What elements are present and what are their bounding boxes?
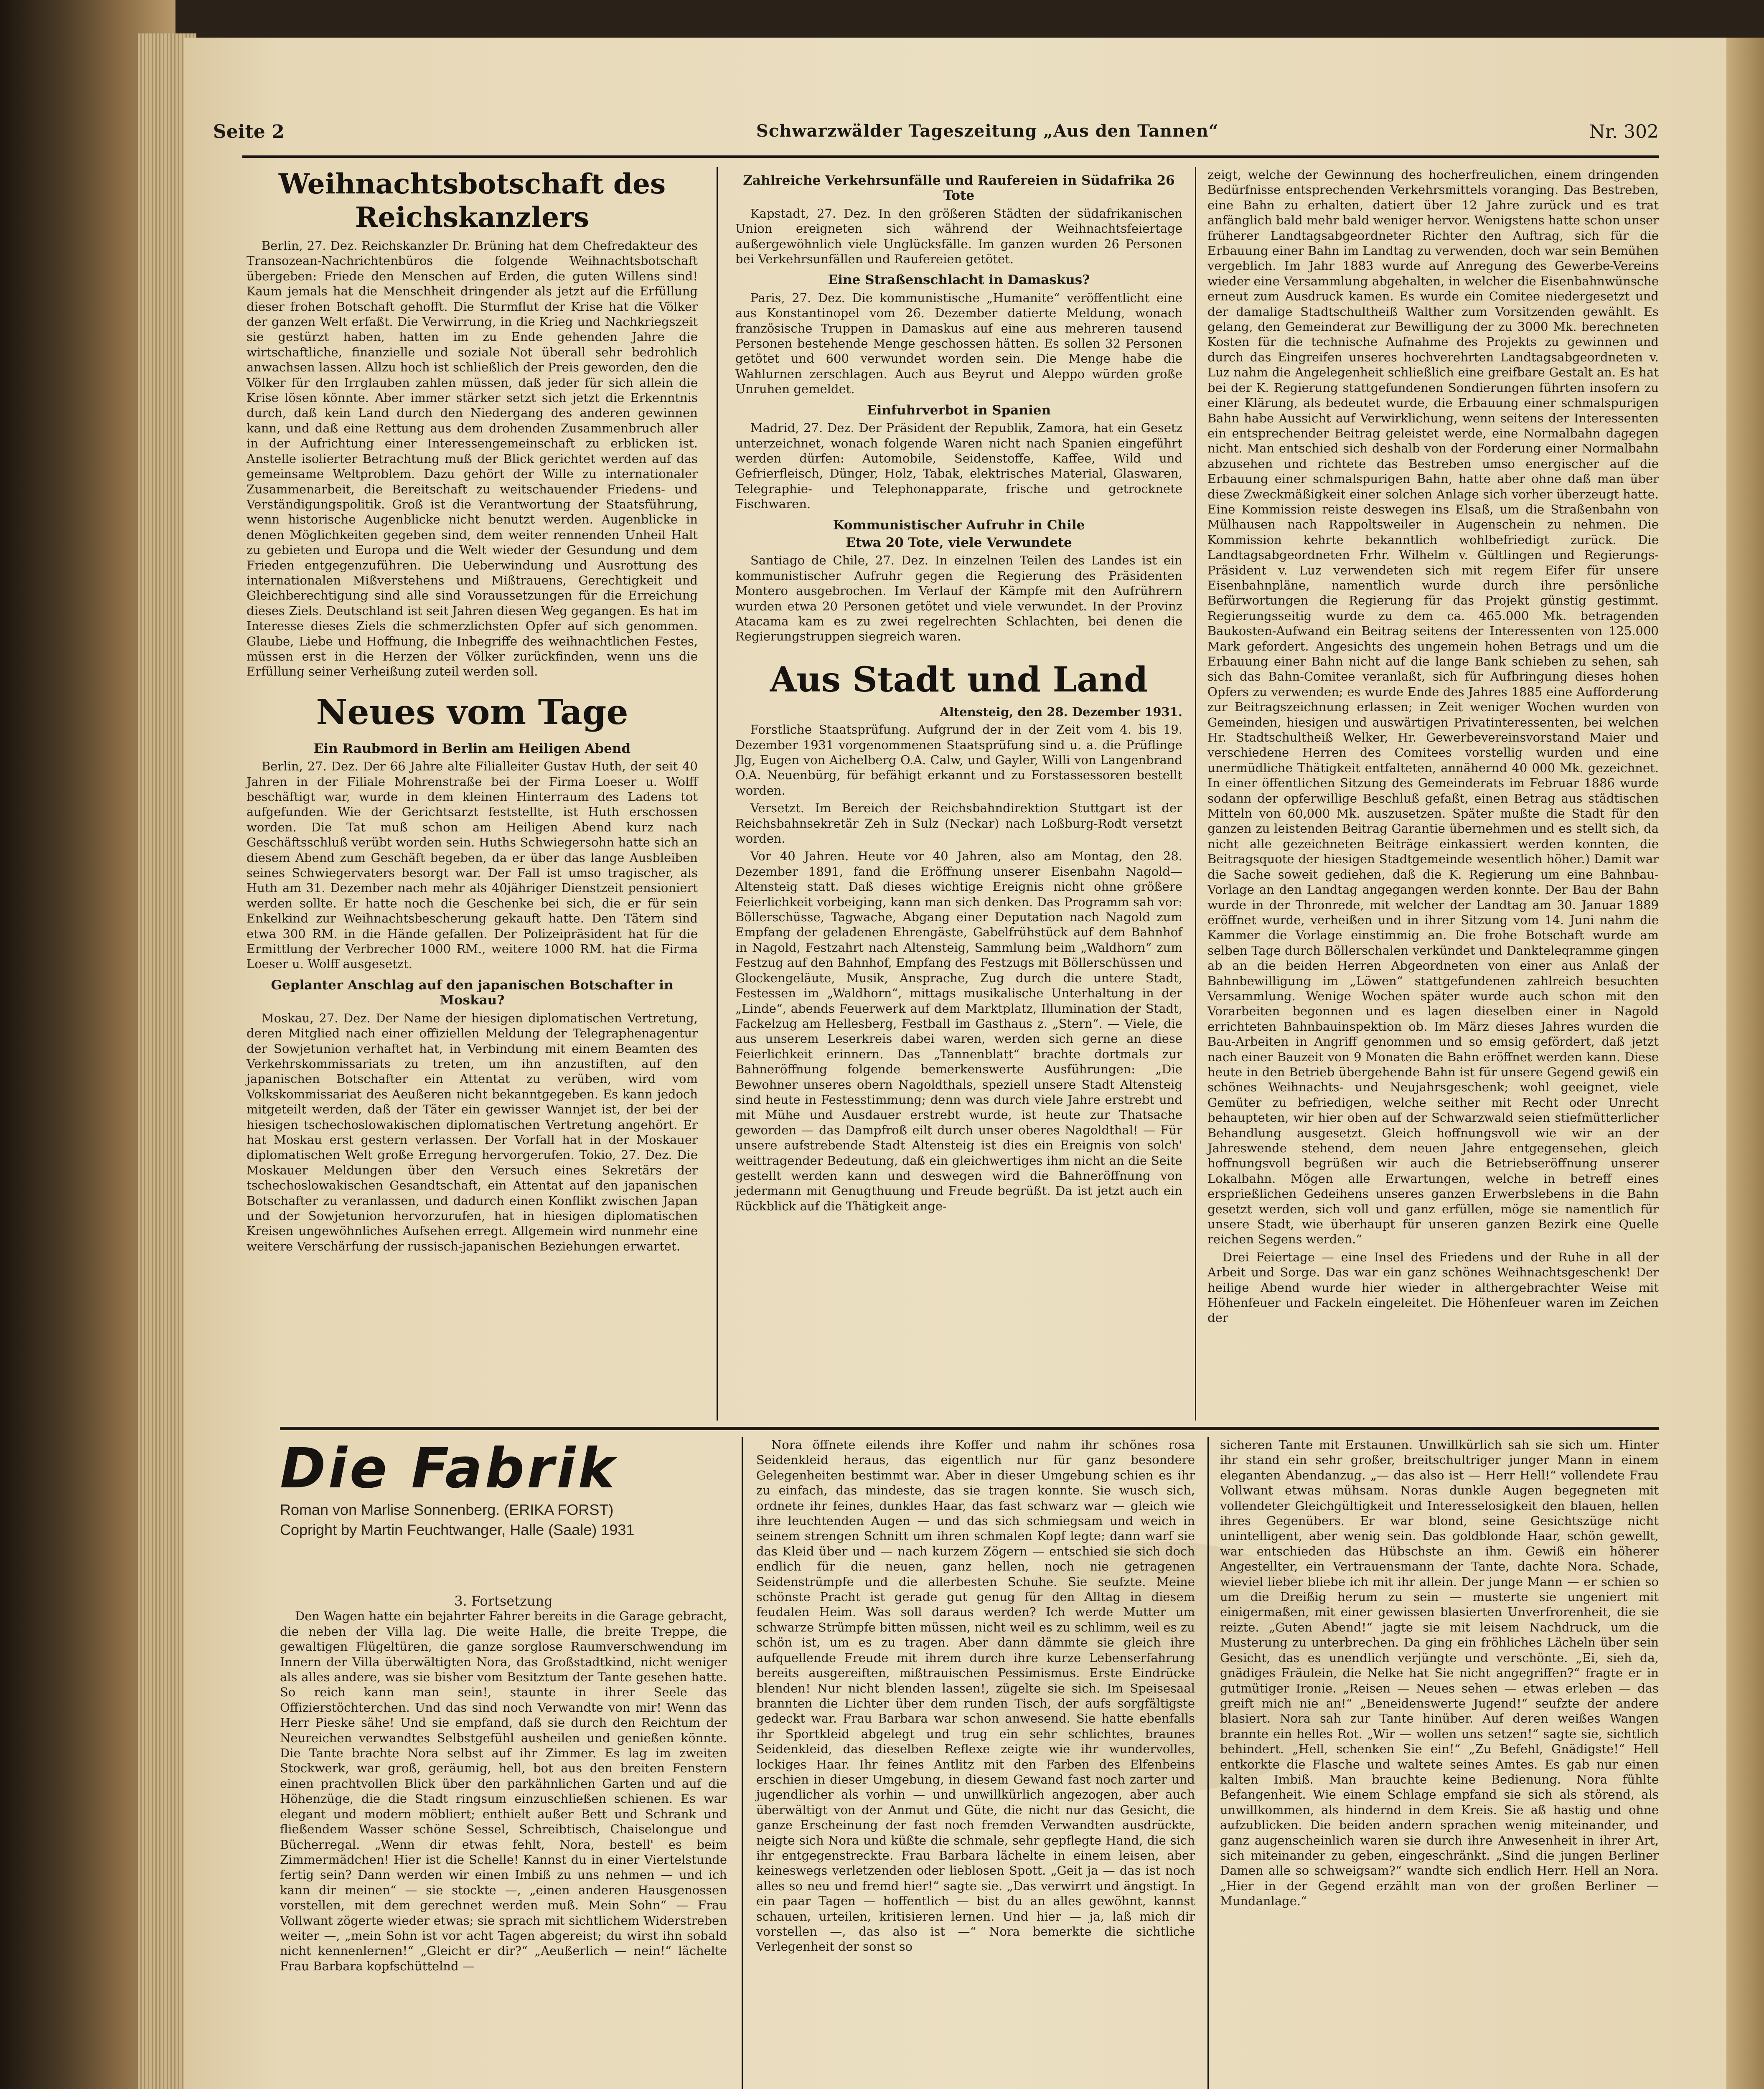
serial-column-2 [756,1437,1195,2089]
serial-installment: 3. Fortsetzung [454,1593,553,1609]
article-chancellor-body: Berlin, 27. Dez. Reichskanzler Dr. Brüning hat dem Chefredakteur des Transozean-Nachrichtenbüros die folgende Weihnachtsbotschaft übergeben: Friede den Menschen auf Erden, die guten Willens sind! Kaum jemals hat die Menschheit dringender als jetzt auf die Erfüllung dieser frohen Botschaft gehofft. Die Sturmflut der Krise hat die Völker der ganzen Welt erfaßt. Die Verwirrung, in die Krieg und Nachkriegszeit sie gestürzt haben, hatten im zu Ende gehenden Jahre die wirtschaftliche, finanzielle und soziale Not überall sehr bedrohlich anwachsen lassen. Allzu hoch ist schließlich der Preis geworden, den die Völker für den Irrglauben zahlen müssen, daß jeder für sich allein die Krise lösen könnte. Aber immer stärker setzt sich jetzt die Erkenntnis durch, daß kein Land durch den Niedergang des anderen gewinnen kann, und daß eine Rettung aus dem drohenden Zusammenbruch aller in der Aufrichtung einer Interessengemeinschaft zu erblicken ist. Anstelle isolierter Betrachtung muß der Blick gerichtet werden auf das gemeinsame Weltproblem. Dazu gehört der Wille zu internationaler Zusammenarbeit, die Bereitschaft zu weitschauender Friedens- und Verständigungspolitik. Groß ist die Verantwortung der Staatsführung, wenn historische Augenblicke nicht benutzt werden. Augenblicke in denen Möglichkeiten gegeben sind, dem weiter rennenden Unheil Halt zu gebieten und Europa und die Welt wieder der Gesundung und dem Frieden entgegenzuführen. Die Ueberwindung und Ausrottung des internationalen Mißverstehens und Mißtrauens, Gerechtigkeit und Gleichberechtigung sind alle sind Voraussetzungen für die Erreichung dieses Ziels. Deutschland ist seit Jahren diesen Weg gegangen. Es hat im Interesse dieses Ziels die schmerzlichsten Opfer auf sich genommen. Glaube, Liebe und Hoffnung, die Inbegriffe des weihnachtlichen Festes, müssen erst in die Herzen der Völker zurückfinden, wenn uns die Erfüllung seiner Verheißung zuteil werden soll. [247,239,698,679]
page-header [213,121,1659,146]
subhead-moskau: Geplanter Anschlag auf den japanischen Botschafter in Moskau? [271,977,674,1008]
subhead-spanien: Einfuhrverbot in Spanien [867,402,1051,418]
article-bahn-continued: zeigt, welche der Gewinnung des hocherfreulichen, einem dringenden Bedürfnisse entsprechenden Verkehrsmittels voranging. Das Bestreben, eine Bahn zu erhalten, datiert über 12 Jahre zurück und es trat anfänglich bald mehr bald weniger hervor. Wenigstens hatte schon unser früherer Landtagsabgeordneter Richter den Auftrag, sich für die Erbauung einer Bahn im Landtag zu verwenden, doch war sein Bemühen vergeblich. Im Jahr 1883 wurde auf Anregung des Gewerbe-Vereins wieder eine Versammlung abgehalten, in welcher die Eisenbahnwünsche erneut zum Ausdruck kamen. Es wurde ein Comitee niedergesetzt und der damalige Stadtschultheiß Walther zum Vorsitzenden gewählt. Es gelang, den Gemeinderat zur Bewilligung der zu 3000 Mk. berechneten Kosten für die technische Aufnahme des Projekts zu gewinnen und durch das Eingreifen unseres hochverehrten Landtagsabgeordneten v. Luz nahm die Angelegenheit schließlich eine greifbare Gestalt an. Es hat bei der K. Regierung stattgefundenen Sondierungen führten insofern zu einer Klärung, als bedeutet wurde, die Erbauung einer schmalspurigen Bahn habe Aussicht auf Verwirklichung, wenn seitens der Interessenten ein entsprechender Beitrag geleistet werde, eine Normalbahn dagegen nicht. Man entschied sich deshalb von der Forderung einer Normalbahn abzusehen und richtete das Bestreben umso energischer auf die Erbauung einer schmalspurigen Bahn, hatte aber ohne daß man über diese Zweckmäßigkeit einer solchen Anlage sich vorher überzeugt hatte. Eine Kommission reiste deswegen ins Elsaß, um die Straßenbahn von Mülhausen nach Rappoltsweiler in Augenschein zu nehmen. Die Kommission kehrte bekanntlich wohlbefriedigt zurück. Die Landtagsabgeordneten Frhr. Wilhelm v. Gültlingen und Regierungs-Präsident v. Luz verwendeten sich mit regem Eifer für unsere Eisenbahnpläne, namentlich wurde durch ihre persönliche Befürwortungen die Regierung für das Projekt günstig gestimmt. Regierungsseitig wurde zu dem ca. 465.000 Mk. betragenden Baukosten-Aufwand ein Beitrag seitens der Interessenten von 125.000 Mark gefordert. Angesichts des ungemein hohen Betrags und um die Erbauung einer Bahn nicht auf die lange Bank schieben zu sehen, sah sich das Bahn-Comitee veranlaßt, sich für Aufbringung dieses hohen Opfers zu verwenden; es wurde Ende des Jahres 1885 eine Aufforderung zur Beitragszeichnung erlassen; in Zeit weniger Wochen wurden von Gemeinden, hiesigen und auswärtigen Privatinteressenten, bei welchen Hr. Stadtschultheiß Welker, Hr. Gewerbevereinsvorstand Maier und verschiedene Herren des Comitees vorstellig wurden und eine unermüdliche Thätigkeit entfalteten, annähernd 40 000 Mk. gezeichnet. In einer öffentlichen Sitzung des Gemeinderats im Februar 1886 wurde sodann der opferwillige Beschluß gefaßt, einen Betrag aus städtischen Mitteln von 60,000 Mk. auszusetzen. Später mußte die Stadt für den ganzen zu leistenden Beitrag Garantie übernehmen und es stellt sich, da nicht alle gezeichneten Beiträge einkassiert werden konnten, die Beitragsquote der hiesigen Stadtgemeinde wesentlich höher.) Damit war die Sache soweit gediehen, daß die K. Regierung um eine Bahnbau-Vorlage an den Landtag angegangen werden konnte. Der Bau der Bahn wurde in der Thronrede, mit welcher der Landtag am 30. Januar 1889 eröffnet wurde, verheißen und in ihrer Sitzung vom 14. Juni nahm die Kammer die Vorlage einstimmig an. Die frohe Botschaft wurde am selben Tage durch Böllerschalen verkündet und Dankteleqramme gingen ab an die beiden Herren Abgeordneten von einer aus Anlaß der Bahnbewilligung im „Löwen“ stattgefundenen zahlreich besuchten Versammlung. Wenige Wochen später wurde auch schon mit den Vorarbeiten begonnen und es lagen dieselben einer in Nagold errichteten Bahnbauinspektion ob. Im März dieses Jahres wurden die Bau-Arbeiten in Angriff genommen und so emsig gefördert, daß jetzt nach einer Bauzeit von 9 Monaten die Bahn eröffnet werden kann. Diese heute in den Betrieb übergehende Bahn ist für unsere Gegend gewiß ein schönes Weihnachts- und Neujahrsgeschenk; wohl geeignet, viele Gemüter zu befriedigen, welche seither mit Recht oder Unrecht behaupteten, wir hier oben auf der Schwarzwald seien stiefmütterlicher Behandlung ausgesetzt. Gleich hoffnungsvoll wie wir an der Jahreswende stehend, dem neuen Jahre entgegensehen, gleich hoffnungsvoll begrüßen wir auch die Betriebseröffnung unserer Lokalbahn. Mögen alle Erwartungen, welche in betreff eines ersprießlichen Gedeihens unseres ganzen Erwerbslebens in die Bahn gesetzt werden, sich voll und ganz erfüllen, möge sie namentlich für unsere Stadt, wie überhaupt für unseren ganzen Bezirk eine Quelle reichen Segens werden.“ [1207,168,1659,1247]
serial-column-1 [280,1588,727,2089]
section-title-neues: Neues vom Tage [316,692,628,732]
column-3-upper [1207,167,1659,1421]
article-raubmord-body: Berlin, 27. Dez. Der 66 Jahre alte Filialleiter Gustav Huth, der seit 40 Jahren in der Filiale Mohrenstraße bei der Firma Loeser u. Wolff beschäftigt war, wurde in dem kleinen Hinterraum des Ladens tot aufgefunden. Wie der Gerichtsarzt feststellte, ist Huth erschossen worden. Die Tat muß schon am Heiligen Abend kurz nach Geschäftsschluß verübt worden sein. Huths Schwiegersohn hatte sich an diesem Abend zum Geschäft begeben, da er über das lange Ausbleiben seines Schwiegervaters besorgt war. Der Fall ist umso tragischer, als Huth am 31. Dezember nach mehr als 40jähriger Dienstzeit pensioniert werden sollte. Er hatte noch die Geschenke bei sich, die er für sein Enkelkind zur Weihnachtsbescherung gekauft hatte. Den Tätern sind etwa 300 RM. in die Hände gefallen. Der Polizeipräsident hat für die Ermittlung der Verbrecher 1000 RM., weitere 1000 RM. hat die Firma Loeser u. Wolff ausgesetzt. [247,759,698,971]
serial-divider [280,1427,1659,1430]
subhead-chile-2: Etwa 20 Tote, viele Verwundete [846,535,1072,550]
subhead-suedafrika: Zahlreiche Verkehrsunfälle und Raufereien in Südafrika 26 Tote [743,173,1175,203]
subhead-damaskus: Eine Straßenschlacht in Damaskus? [828,272,1090,288]
header-rule [242,155,1659,158]
column-rule-1 [717,167,718,1421]
article-staatspruefung: Forstliche Staatsprüfung. Aufgrund der in der Zeit vom 4. bis 19. Dezember 1931 vorgenommenen Staatsprüfung sind u. a. die Prüflinge Jlg, Eugen von Aichelberg O.A. Calw, und Gayler, Willi von Langenbrand O.A. Neuenbürg, für befähigt erkannt und zu Forstassessoren bestellt worden. [735,722,1182,798]
serial-heading [280,1437,727,1583]
serial-col1-text: Den Wagen hatte ein bejahrter Fahrer bereits in die Garage gebracht, die neben der Villa lag. Die weite Halle, die breite Treppe, die gewaltigen Flügeltüren, die ganze sorglose Raumverschwendung im Innern der Villa überwältigten Nora, das Großstadtkind, nicht weniger als alles andere, was sie bisher vom Besitztum der Tante gesehen hatte. So reich kann man sein!, staunte in ihrer Seele das Offizierstöchterchen. Und das sind noch Verwandte von mir! Wenn das Herr Pieske sähe! Und sie empfand, daß sie durch den Reichtum der Neureichen verwandtes Selbstgefühl ausheilen und genießen könnte. Die Tante brachte Nora selbst auf ihr Zimmer. Es lag im zweiten Stockwerk, war groß, geräumig, hell, bot aus den breiten Fenstern einen prachtvollen Blick über den parkähnlichen Garten und auf die Höhenzüge, die die Stadt ringsum einzuschließen schienen. Es war elegant und modern möbliert; enthielt außer Bett und Schrank und fließendem Wasser schöne Sessel, Schreibtisch, Chaiselongue und Bücherregal. „Wenn dir etwas fehlt, Nora, bestell' es beim Zimmermädchen! Hier ist die Schelle! Kannst du in einer Viertelstunde fertig sein? Dann werden wir einen Imbiß zu uns nehmen — und ich kann dir meinen“ — sie stockte —, „einen anderen Hausgenossen vorstellen, mit dem gerechnet werden muß. Mein Sohn“ — Frau Vollwant zögerte wieder etwas; sie sprach mit sichtlichem Widerstreben weiter —, „mein Sohn ist vor acht Tagen abgereist; du wirst ihn sobald nicht kennenlernen!“ „Gleicht er dir?“ „Aeußerlich — nein!“ lächelte Frau Barbara kopfschüttelnd — [280,1609,727,1973]
serial-author: Roman von Marlise Sonnenberg. (ERIKA FORST) [280,1501,614,1518]
article-spanien-body: Madrid, 27. Dez. Der Präsident der Republik, Zamora, hat ein Gesetz unterzeichnet, wonach folgende Waren nicht nach Spanien eingeführt werden dürfen: Automobile, Seidenstoffe, Kaffee, Wild und Gefrierfleisch, Dünger, Holz, Tabak, elektrisches Material, Glaswaren, Telegraphie- und Telephonapparate, frische und getrocknete Fischwaren. [735,421,1182,511]
subhead-chile: Kommunistischer Aufruhr in Chile [833,517,1085,533]
column-2-upper [735,167,1182,1421]
newspaper-title: Schwarzwälder Tageszeitung „Aus den Tannen“ [756,121,1219,141]
column-rule-2 [1195,167,1196,1421]
article-versetzt: Versetzt. Im Bereich der Reichsbahndirektion Stuttgart ist der Reichsbahnsekretär Zeh in Sulz (Neckar) nach Loßburg-Rodt versetzt worden. [735,801,1182,846]
article-feiertage: Drei Feiertage — eine Insel des Friedens und der Ruhe in all der Arbeit und Sorge. Das war ein ganz schönes Weihnachtsgeschenk! Der heilige Abend wurde hier wieder in althergebrachter Weise mit Höhenfeuer und Fackeln eingeleitet. Die Höhenfeuer waren im Zeichen der [1207,1250,1659,1325]
page-fore-edge [1726,38,1764,2089]
issue-number: Nr. 302 [1589,121,1659,142]
serial-title: Die Fabrik [280,1436,618,1501]
article-vor-40-jahren: Vor 40 Jahren. Heute vor 40 Jahren, also am Montag, den 28. Dezember 1891, fand die Eröffnung unserer Eisenbahn Nagold—Altensteig statt. Daß dieses wichtige Ereignis nicht ohne größere Feierlichkeit vorbeiging, kann man sich denken. Das Programm sah vor: Böllerschüsse, Tagwache, Abgang einer Deputation nach Nagold zum Empfang der geladenen Ehrengäste, Gabelfrühstück auf dem Bahnhof in Nagold, Festzahrt nach Altensteig, Sammlung beim „Waldhorn“ zum Festzug auf den Bahnhof, Empfang des Festzugs mit Böllerschüssen und Glockengeläute, Musik, Ansprache, Zug durch die untere Stadt, Festessen im „Waldhorn“, mittags musikalische Unterhaltung in der „Linde“, abends Feuerwerk auf dem Marktplatz, Illumination der Stadt, Fackelzug am Hellesberg, Festball im Gasthaus z. „Stern“. — Viele, die aus unserem Leserkreis dabei waren, werden sich gerne an diese Feierlichkeit erinnern. Das „Tannenblatt“ brachte dortmals zur Bahneröffnung folgende bemerkenswerte Ausführungen: „Die Bewohner unseres obern Nagoldthals, speziell unsere Stadt Altensteig sind heute in Festesstimmung; denn was durch viele Jahre erstrebt und mit Mühe und Ausdauer erstrebt wurde, ist heute zur Thatsache geworden — das Dampfroß eilt durch unser oberes Nagoldthal! — Für unsere aufstrebende Stadt Altensteig ist dies ein Ereignis von solch' weittragender Bedeutung, daß ein gleichwertiges ihm nicht an die Seite gestellt werden kann und deswegen wird die Bahneröffnung von jedermann mit Genugthuung und Freude begrüßt. Da ist jetzt auch ein Rückblick auf die Thätigkeit ange- [735,849,1182,1213]
serial-col3-text: sicheren Tante mit Erstaunen. Unwillkürlich sah sie sich um. Hinter ihr stand ein sehr großer, breitschultriger junger Mann in einem eleganten Abendanzug. „— das also ist — Herr Hell!“ vollendete Frau Vollwant etwas mühsam. Noras dunkle Augen begegneten mit vollendeter Gleichgültigkeit und Interesselosigkeit den blauen, hellen ihres Gegenübers. Er war blond, seine Gesichtszüge nicht unintelligent, aber wenig sein. Das goldblonde Haar, schön gewellt, war entschieden das Hübschste an ihm. Gewiß ein höherer Angestellter, ein Vertrauensmann der Tante, dachte Nora. Schade, wieviel lieber bliebe ich mit ihr allein. Der junge Mann — er schien so um die Dreißig herum zu sein — musterte sie ungeniert mit einigermaßen, mit einer gewissen blasierten Unverfrorenheit, die sie reizte. „Guten Abend!“ jagte sie mit leisem Nachdruck, um die Musterung zu unterbrechen. Da ging ein fröhliches Lächeln über sein Gesicht, das es unendlich verjüngte und verschönte. „Ei, sieh da, gnädiges Fräulein, die Nelke hat Sie nicht angegriffen?“ fragte er in gutmütiger Ironie. „Reisen — Neues sehen — etwas erleben — das greift mich nie an!“ „Beneidenswerte Jugend!“ seufzte der andere blasiert. Nora sah zur Tante hinüber. Auf deren weißes Wangen brannte ein helles Rot. „Wir — wollen uns setzen!“ sagte sie, sichtlich behindert. „Hell, schenken Sie ein!“ „Zu Befehl, Gnädigste!“ Hell entkorkte die Flasche und waltete seines Amtes. Es gab nur einen kalten Imbiß. Man brauchte keine Bedienung. Nora fühlte Befangenheit. Wie einem Schlage empfand sie sich als störend, als unwillkommen, als hindernd in dem Kreis. Sie aß hastig und ohne aufzublicken. Die beiden andern sprachen wenig miteinander, und ganz augenscheinlich waren sie durch ihre Anwesenheit in ihrer Art, sich miteinander zu geben, eingeschränkt. „Sind die jungen Berliner Damen alle so schweigsam?“ wandte sich endlich Herr. Hell an Nora. „Hier in der Gegend erzählt man von der großen Berliner — Mundanlage.“ [1220,1438,1659,1909]
article-chile-body: Santiago de Chile, 27. Dez. In einzelnen Teilen des Landes ist ein kommunistischer Aufruhr gegen die Regierung des Präsidenten Montero ausgebrochen. Im Verlauf der Kämpfe mit den Aufrührern wurden etwa 20 Personen getötet und viele verwundet. In der Provinz Atacama kam es zu zwei regelrechten Schlachten, bei denen die Regierungstruppen siegreich waren. [735,553,1182,644]
section-title-stadt-land: Aus Stadt und Land [770,659,1148,700]
article-moskau-body: Moskau, 27. Dez. Der Name der hiesigen diplomatischen Vertretung, deren Mitglied nach einer offiziellen Meldung der Telegraphenagentur der Sowjetunion verhaftet hat, in Verbindung mit einem Beamten des Verkehrskommissariats zu treten, um ihn anzustiften, auf den japanischen Botschafter ein Attentat zu verüben, wird vom Volkskommissariat des Aeußeren nicht bekanntgegeben. Es kann jedoch mitgeteilt werden, daß der Täter ein gewisser Wannjet ist, der bei der hiesigen tschechoslowakischen diplomatischen Vertretung angehört. Er hat Moskau erst gestern verlassen. Der Vorfall hat in der Moskauer diplomatischen Welt große Erregung hervorgerufen. Tokio, 27. Dez. Die Moskauer Meldungen über den Versuch eines Sekretärs der tschechoslowakischen Gesandtschaft, ein Attentat auf den japanischen Botschafter zu veranlassen, und dadurch einen Konflikt zwischen Japan und der Sowjetunion hervorzurufen, hat in hiesigen diplomatischen Kreisen ungewöhnliches Aufsehen erregt. Allgemein wird nunmehr eine weitere Verschärfung der russisch-japanischen Beziehungen erwartet. [247,1011,698,1253]
headline-chancellor: Weihnachtsbotschaft des Reichskanzlers [278,168,666,234]
article-suedafrika-body: Kapstadt, 27. Dez. In den größeren Städten der südafrikanischen Union ereigneten sich während der Weihnachtsfeiertage außergewöhnlich viele Unglücksfälle. Im ganzen wurden 26 Personen bei Verkehrsunfällen und Raufereien getötet. [735,206,1182,267]
dateline: Altensteig, den 28. Dezember 1931. [940,704,1182,719]
serial-col2-text: Nora öffnete eilends ihre Koffer und nahm ihr schönes rosa Seidenkleid heraus, das eigentlich nur für ganz besondere Gelegenheiten bestimmt war. Aber in dieser Umgebung schien es ihr zu einfach, das mindeste, das sie tragen konnte. Sie wusch sich, ordnete ihr feines, dunkles Haar, das fast schwarz war — gleich wie ihre leuchtenden Augen — und das sich schmiegsam und weich in seinem strengen Schnitt um ihren schmalen Kopf legte; dann warf sie das Kleid über und — nach kurzem Zögern — entschied sie sich doch endlich für die neuen, ganz hellen, noch nie getragenen Seidenstrümpfe und die allerbesten Schuhe. Sie seufzte. Meine schönste Pracht ist gerade gut genug für den Alltag in diesem feudalen Heim. Was soll daraus werden? Ich werde Mutter um schwarze Strümpfe bitten müssen, nicht weil es zu schlimm, weil es zu schön ist, um es zu tragen. Aber dann dämmte sie gleich ihre aufquellende Freude mit ihrem durch ihre kurze Lebenserfahrung bereits ausgereiften, mißtrauischen Pessimismus. Erste Eindrücke blenden! Nur nicht blenden lassen!, zügelte sie sich. Im Speisesaal brannten die Lichter über dem runden Tisch, der aufs sorgfältigste gedeckt war. Frau Barbara war schon anwesend. Sie hatte ebenfalls ihr Sportkleid abgelegt und trug ein sehr schlichtes, braunes Seidenkleid, das dieselben Reflexe zeigte wie ihr wundervolles, lockiges Haar. Ihr feines Antlitz mit den Farben des Elfenbeins erschien in dieser Umgebung, in diesem Gewand fast noch zarter und jugendlicher als vorhin — und unwillkürlich angezogen, aber auch überwältigt von der Anmut und Güte, die nicht nur das Gesicht, die ganze Erscheinung der fast noch fremden Verwandten ausdrückte, neigte sich Nora und küßte die schmale, sehr gepflegte Hand, die sich ihr entgegenstreckte. Frau Barbara lächelte in einem leisen, aber keineswegs verletzenden oder lieblosen Spott. „Geit ja — das ist noch alles so neu und fremd hier!“ sagte sie. „Das verwirrt und ängstigt. In ein paar Tagen — hoffentlich — bist du an alles gewöhnt, kannst schauen, urteilen, kritisieren lernen. Und hier — ja, laß mich dir vorstellen —, das also ist —“ Nora bemerkte die sichtliche Verlegenheit der sonst so [756,1438,1195,1954]
serial-column-3 [1220,1437,1659,2089]
column-1-upper [247,167,698,1421]
serial-column-rule-2 [1207,1437,1209,2089]
page-label: Seite 2 [213,121,285,142]
serial-column-rule-1 [742,1437,743,2089]
serial-copyright: Copright by Martin Feuchtwanger, Halle (Saale) 1931 [280,1521,635,1538]
article-damaskus-body: Paris, 27. Dez. Die kommunistische „Humanite“ veröffentlicht eine aus Konstantinopel vom 26. Dezember datierte Meldung, wonach französische Truppen in Damaskus auf eine aus mehreren tausend Personen bestehende Menge geschossen hätten. Es sollen 32 Personen getötet und 600 verwundet worden sein. Die Menge habe die Wahlurnen zerschlagen. Auch aus Beyrut und Aleppo würden große Unruhen gemeldet. [735,290,1182,396]
subhead-raubmord: Ein Raubmord in Berlin am Heiligen Abend [313,741,631,756]
